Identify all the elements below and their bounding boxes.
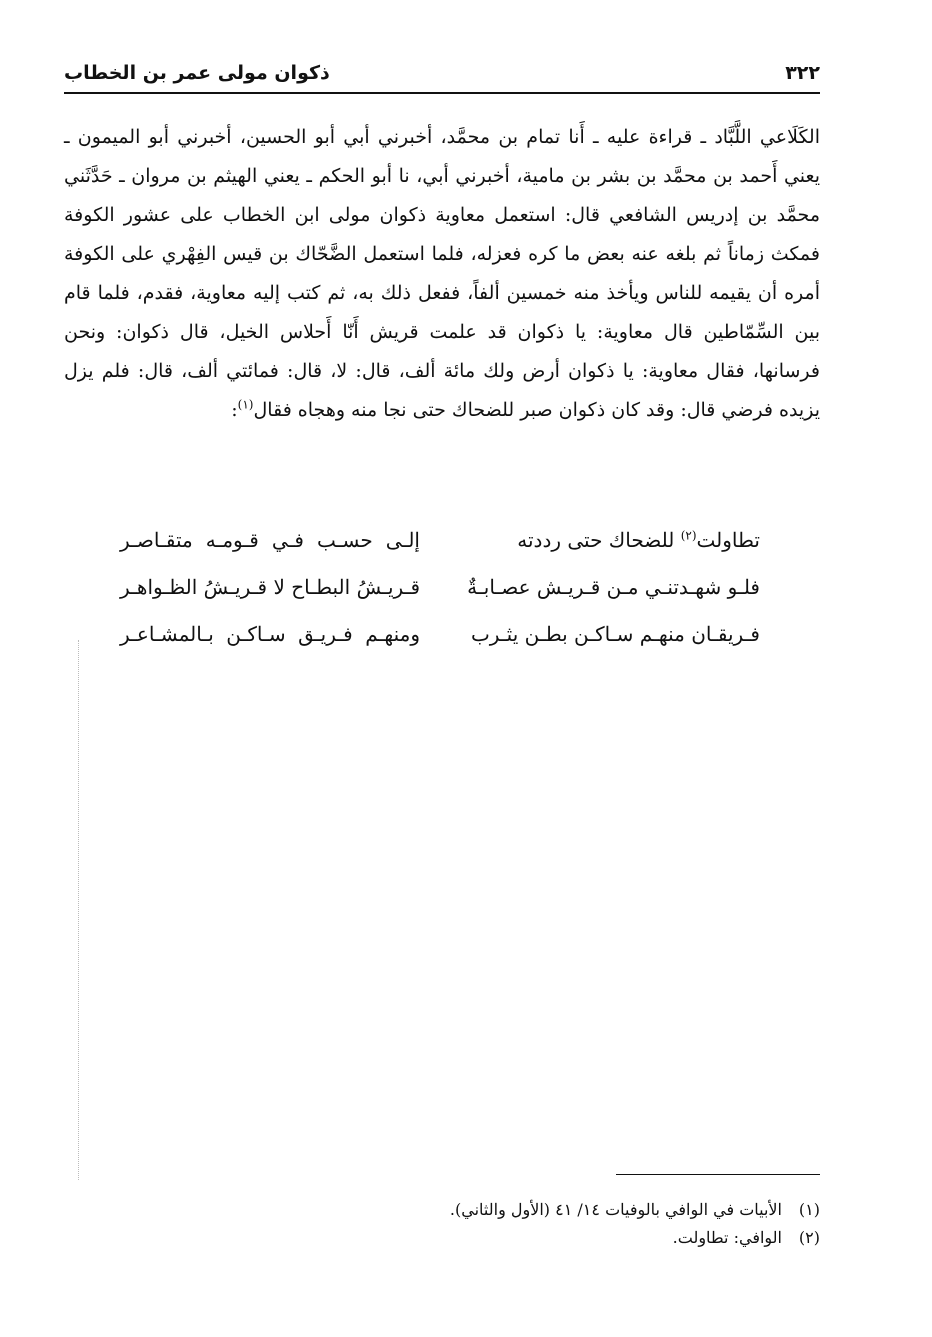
verse-first-hemistich: [460, 528, 760, 552]
footnote-text: الأبيات في الوافي بالوفيات ١٤/ ٤١ (الأول والثاني).: [449, 1200, 782, 1219]
verse: [120, 563, 760, 610]
footnote-marker: (١): [237, 397, 254, 412]
footnote-number: (١): [798, 1200, 820, 1219]
footnotes: [64, 1196, 820, 1252]
verse-first-hemistich: [460, 575, 760, 599]
main-paragraph: [64, 118, 820, 430]
scan-margin-line: [78, 640, 79, 1180]
footnote-number: (٢): [798, 1228, 820, 1247]
verse: [120, 516, 760, 563]
running-title: ذكوان مولى عمر بن الخطاب: [64, 62, 330, 84]
header-rule: [64, 92, 820, 94]
hemistich-text: تطاولت: [696, 527, 760, 552]
verse-second-hemistich: ومنهـم فـريـق سـاكـن بـالمشـاعـر: [120, 621, 420, 646]
footnote: [64, 1224, 820, 1252]
hemistich-text: فلـو شهـدتنـي مـن قـريـش عصـابـةٌ: [467, 574, 760, 599]
footnote-text: الوافي: تطاولت.: [672, 1228, 782, 1247]
verse-second-hemistich: إلـى حسـب فـي قـومـه متقـاصـر: [120, 527, 420, 552]
page-number: ٣٢٢: [785, 62, 820, 84]
footnote: [64, 1196, 820, 1224]
poem: [120, 516, 760, 657]
paragraph-text: الكَلَاعي اللَّبَّاد ـ قراءة عليه ـ أَنا تمام بن محمَّد، أخبرني أبي أبو الحسين، أخبرني أبو الميمون ـ يعني أَحمد بن محمَّد بن بشر بن مامية، أخبرني أبي، نا أبو الحكم ـ يعني الهيثم بن مروان ـ حَدَّثَني محمَّد بن إدريس الشافعي قال: استعمل معاوية ذكوان مولى ابن الخطاب على عشور الكوفة فمكث زماناً ثم بلغه عنه بعض ما كره فعزله، فلما استعمل الضَّحّاك بن قيس الفِهْري على الكوفة أمره أن يقيمه للناس ويأخذ منه خمسين ألفاً، ففعل ذلك به، ثم كتب إليه معاوية، فقدم، فلما قام بين السِّمّاطين قال معاوية: يا ذكوان قد علمت قريش أَنّا أَحلاس الخيل، قال ذكوان: ونحن فرسانها، فقال معاوية: يا ذكوان أرض ولك مائة ألف، قال: لا، قال: فمائتي ألف، قال: فلم يزل يزيده فرضي قال: وقد كان ذكوان صبر للضحاك حتى نجا منه وهجاه فقال: [64, 126, 820, 421]
hemistich-text: فـريقـان منهـم سـاكـن بطـن يثـرب: [470, 621, 760, 646]
main-text: [64, 118, 820, 430]
footnote-rule: [616, 1174, 820, 1175]
verse-second-hemistich: قـريـشُ البطـاح لا قـريـشُ الظـواهـر: [120, 574, 420, 599]
verse: [120, 610, 760, 657]
hemistich-text-rest: للضحاك حتى رددته: [517, 527, 681, 552]
page-header: [64, 56, 820, 90]
verse-first-hemistich: [460, 622, 760, 646]
paragraph-end: :: [231, 399, 238, 421]
footnote-marker: (٢): [680, 527, 697, 542]
